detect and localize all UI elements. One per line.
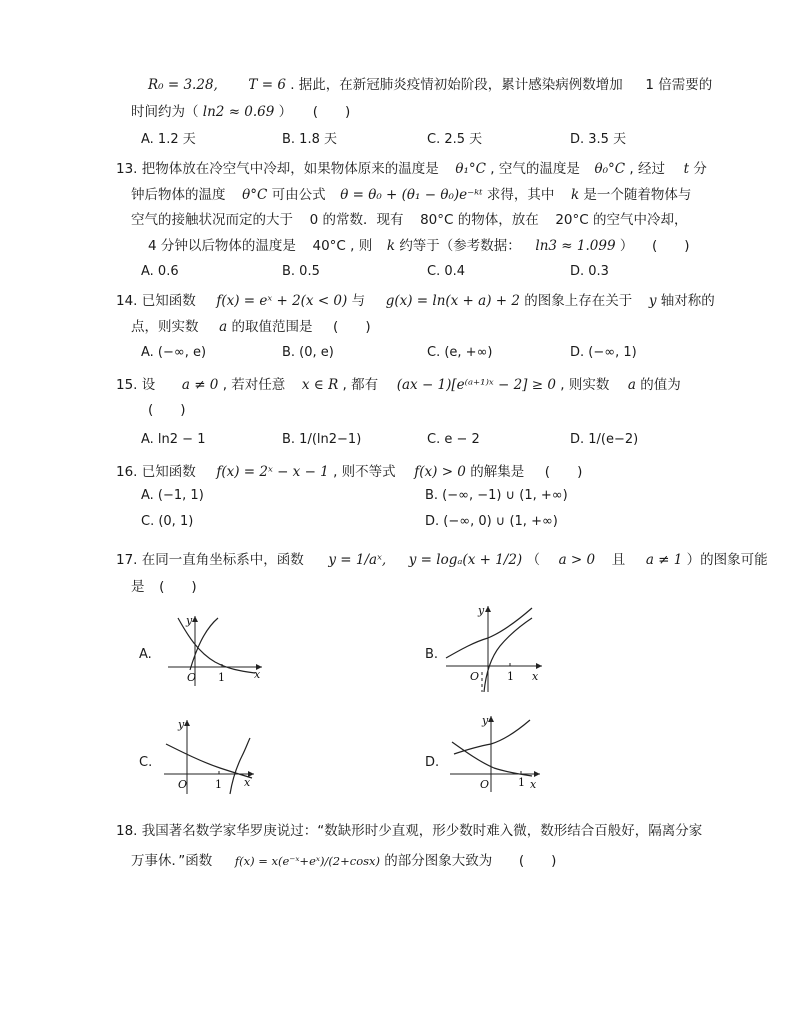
q17-line2 [131, 578, 197, 596]
q17-graph-d-label: D. [425, 755, 440, 770]
q13-text-e: 钟后物体的温度 [131, 187, 226, 203]
q13-theta1: θ₁°C [455, 161, 486, 177]
q12-text-d: ） [278, 104, 293, 120]
q13-text-f: 可由公式 [271, 187, 326, 203]
origin-label: O [187, 671, 197, 684]
q15-a-nonzero: a ≠ 0 [181, 377, 219, 393]
x-axis-label: x [244, 776, 251, 789]
q12-option-c: C. 2.5 天 [427, 132, 483, 147]
q16-option-b: B. (−∞, −1) ∪ (1, +∞) [425, 488, 568, 503]
q12-answer-paren: ( ) [312, 104, 351, 120]
y-axis-label: y [478, 604, 485, 617]
q13-text-b: , 空气的温度是 [490, 161, 580, 177]
q12-text-a: . 据此，在新冠肺炎疫情初始阶段，累计感染病例数增加 [290, 77, 623, 93]
q15-text-b: , 若对任意 [222, 377, 286, 393]
q14-option-b: B. (0, e) [282, 345, 334, 360]
q18-function: f(x) = x(e⁻ˣ+eˣ)/(2+cosx) [234, 854, 380, 868]
q12-line2 [131, 103, 350, 121]
y-axis-label: y [186, 614, 193, 627]
q13-text-j: 的常数．现有 [322, 212, 404, 228]
q17-graph-a-label: A. [139, 647, 152, 662]
q13-line1 [116, 160, 707, 178]
q17-log-func: y = logₐ(x + 1/2) [408, 552, 523, 568]
q12-one: 1 [645, 77, 654, 93]
q15-text-e: 的值为 [640, 377, 681, 393]
q14-line2 [131, 318, 371, 336]
q15-inequality: (ax − 1)[e⁽ᵃ⁺¹⁾ˣ − 2] ≥ 0 [396, 377, 556, 393]
q17-a-ne-1: a ≠ 1 [645, 552, 683, 568]
q13-option-d: D. 0.3 [570, 264, 609, 279]
q13-ln3: ln3 ≈ 1.099 [535, 238, 616, 254]
q17-answer-paren: ( ) [159, 579, 197, 595]
q13-four: 4 [148, 238, 157, 254]
q17-graph-a [160, 610, 270, 690]
q16-text-b: , 则不等式 [333, 464, 396, 480]
q13-20c: 20°C [555, 212, 589, 228]
q16-option-a: A. (−1, 1) [141, 488, 204, 503]
q14-text-e: 点，则实数 [131, 319, 199, 335]
q14-line1 [116, 292, 715, 310]
q13-k: k [570, 187, 580, 203]
q12-option-b: B. 1.8 天 [282, 132, 337, 147]
q14-text-a: 14. 已知函数 [116, 293, 196, 309]
exp-curve [446, 608, 532, 658]
q18-line1: 18. 我国著名数学家华罗庚说过：“数缺形时少直观，形少数时难入微，数形结合百般好，隔离分家 [116, 823, 703, 839]
q13-option-c: C. 0.4 [427, 264, 466, 279]
q12-option-d: D. 3.5 天 [570, 132, 627, 147]
q13-text-o: 约等于（参考数据： [399, 238, 521, 254]
q13-text-p: ） [619, 238, 634, 254]
y-axis-label: y [482, 714, 489, 727]
q17-text-d: ）的图象可能 [686, 552, 768, 568]
q14-text-c: 的图象上存在关于 [524, 293, 633, 309]
q17-a-pos: a > 0 [558, 552, 596, 568]
q14-a: a [219, 319, 228, 335]
q13-text-l: 的空气中冷却， [592, 212, 688, 228]
q13-text-n: , 则 [350, 238, 373, 254]
q17-graph-b-label: B. [425, 647, 439, 662]
q13-line4 [148, 237, 690, 255]
q13-zero: 0 [309, 212, 319, 228]
q15-answer-paren: ( ) [148, 402, 186, 418]
tick-one-label: 1 [215, 778, 222, 791]
q15-option-c: C. e − 2 [427, 432, 480, 447]
q14-option-d: D. (−∞, 1) [570, 345, 637, 360]
q17-graph-b [440, 600, 550, 696]
q13-text-d: 分 [693, 161, 707, 177]
q17-text-b: （ [526, 552, 540, 568]
q13-line3 [131, 211, 687, 229]
q18-answer-paren: ( ) [518, 853, 557, 869]
q18-line2 [131, 852, 556, 870]
q13-line2 [131, 186, 691, 204]
q12-ln2: ln2 ≈ 0.69 [202, 104, 275, 120]
origin-label: O [480, 778, 490, 791]
q13-text-g: 求得，其中 [486, 187, 555, 203]
q16-line1 [116, 463, 582, 481]
y-axis-label: y [178, 718, 185, 731]
y-axis-arrow [485, 606, 491, 612]
q16-text-a: 16. 已知函数 [116, 464, 196, 480]
q12-text-b: 倍需要的 [658, 77, 713, 93]
q17-graph-c-label: C. [139, 755, 153, 770]
q12-r0-value: R₀ = 3.28, [148, 77, 218, 93]
q12-text-c: 时间约为（ [131, 104, 199, 120]
q13-theta: θ°C [242, 187, 268, 203]
q14-g: g(x) = ln(x + a) + 2 [385, 293, 520, 309]
y-axis-arrow [184, 720, 190, 726]
y-axis-arrow [192, 616, 198, 622]
q15-text-a: 15. 设 [116, 377, 156, 393]
q15-x-in-r: x ∈ R [301, 377, 339, 393]
q17-text-a: 17. 在同一直角坐标系中，函数 [116, 552, 304, 568]
x-axis-arrow [536, 663, 542, 669]
q15-option-d: D. 1/(e−2) [570, 432, 639, 447]
q18-text-b: 的部分图象大致为 [384, 853, 493, 869]
origin-label: O [470, 670, 480, 683]
x-axis-label: x [532, 670, 539, 683]
y-axis-arrow [488, 716, 494, 722]
x-axis-arrow [534, 771, 540, 777]
q15-option-a: A. ln2 − 1 [141, 432, 206, 447]
tick-one-label: 1 [218, 671, 225, 684]
q13-text-a: 13. 把物体放在冷空气中冷却，如果物体原来的温度是 [116, 161, 439, 177]
q16-answer-paren: ( ) [544, 464, 583, 480]
q16-option-c: C. (0, 1) [141, 514, 194, 529]
q13-t: t [683, 161, 690, 177]
q15-text-d: , 则实数 [560, 377, 610, 393]
q13-option-b: B. 0.5 [282, 264, 320, 279]
tick-one-label: 1 [507, 670, 514, 683]
q16-fx-pos: f(x) > 0 [414, 464, 466, 480]
q18-text-a: 万事休．”函数 [131, 853, 213, 869]
q13-text-i: 空气的接触状况而定的大于 [131, 212, 293, 228]
q16-text-c: 的解集是 [470, 464, 525, 480]
q15-text-c: , 都有 [342, 377, 379, 393]
exp-curve [454, 720, 530, 754]
q13-option-a: A. 0.6 [141, 264, 179, 279]
q17-text-e: 是 [131, 579, 145, 595]
x-axis-label: x [530, 778, 537, 791]
q16-option-d: D. (−∞, 0) ∪ (1, +∞) [425, 514, 558, 529]
q12-option-a: A. 1.2 天 [141, 132, 196, 147]
q13-40c: 40°C [312, 238, 346, 254]
q13-text-h: 是一个随着物体与 [583, 187, 692, 203]
q13-theta0: θ₀°C [594, 161, 626, 177]
q17-graph-d [446, 710, 546, 796]
q17-exp-func: y = 1/aˣ, [328, 552, 387, 568]
q14-y: y [648, 293, 657, 309]
q14-option-c: C. (e, +∞) [427, 345, 493, 360]
q15-option-b: B. 1/(ln2−1) [282, 432, 362, 447]
q14-f: f(x) = eˣ + 2(x < 0) [216, 293, 348, 309]
q13-answer-paren: ( ) [651, 238, 690, 254]
q15-line1 [116, 376, 681, 394]
log-curve [452, 742, 532, 776]
origin-label: O [178, 778, 188, 791]
q14-text-f: 的取值范围是 [231, 319, 313, 335]
q12-line1 [148, 76, 712, 94]
x-axis-label: x [254, 668, 261, 681]
q14-option-a: A. (−∞, e) [141, 345, 207, 360]
q13-text-c: , 经过 [629, 161, 665, 177]
q17-text-c: 且 [611, 552, 626, 568]
q13-text-k: 的物体，放在 [457, 212, 539, 228]
q17-graph-c [160, 712, 260, 796]
q14-text-b: 与 [351, 293, 366, 309]
q13-formula: θ = θ₀ + (θ₁ − θ₀)e⁻ᵏᵗ [340, 187, 483, 203]
q13-k2: k [386, 238, 396, 254]
q13-80c: 80°C [420, 212, 454, 228]
q15-a: a [627, 377, 636, 393]
q13-text-m: 分钟以后物体的温度是 [160, 238, 296, 254]
q14-answer-paren: ( ) [333, 319, 371, 335]
tick-one-label: 1 [518, 776, 525, 789]
q14-text-d: 轴对称的 [660, 293, 715, 309]
q17-line1 [116, 551, 768, 569]
q16-f: f(x) = 2ˣ − x − 1 [216, 464, 329, 480]
q12-t-value: T = 6 [248, 77, 286, 93]
